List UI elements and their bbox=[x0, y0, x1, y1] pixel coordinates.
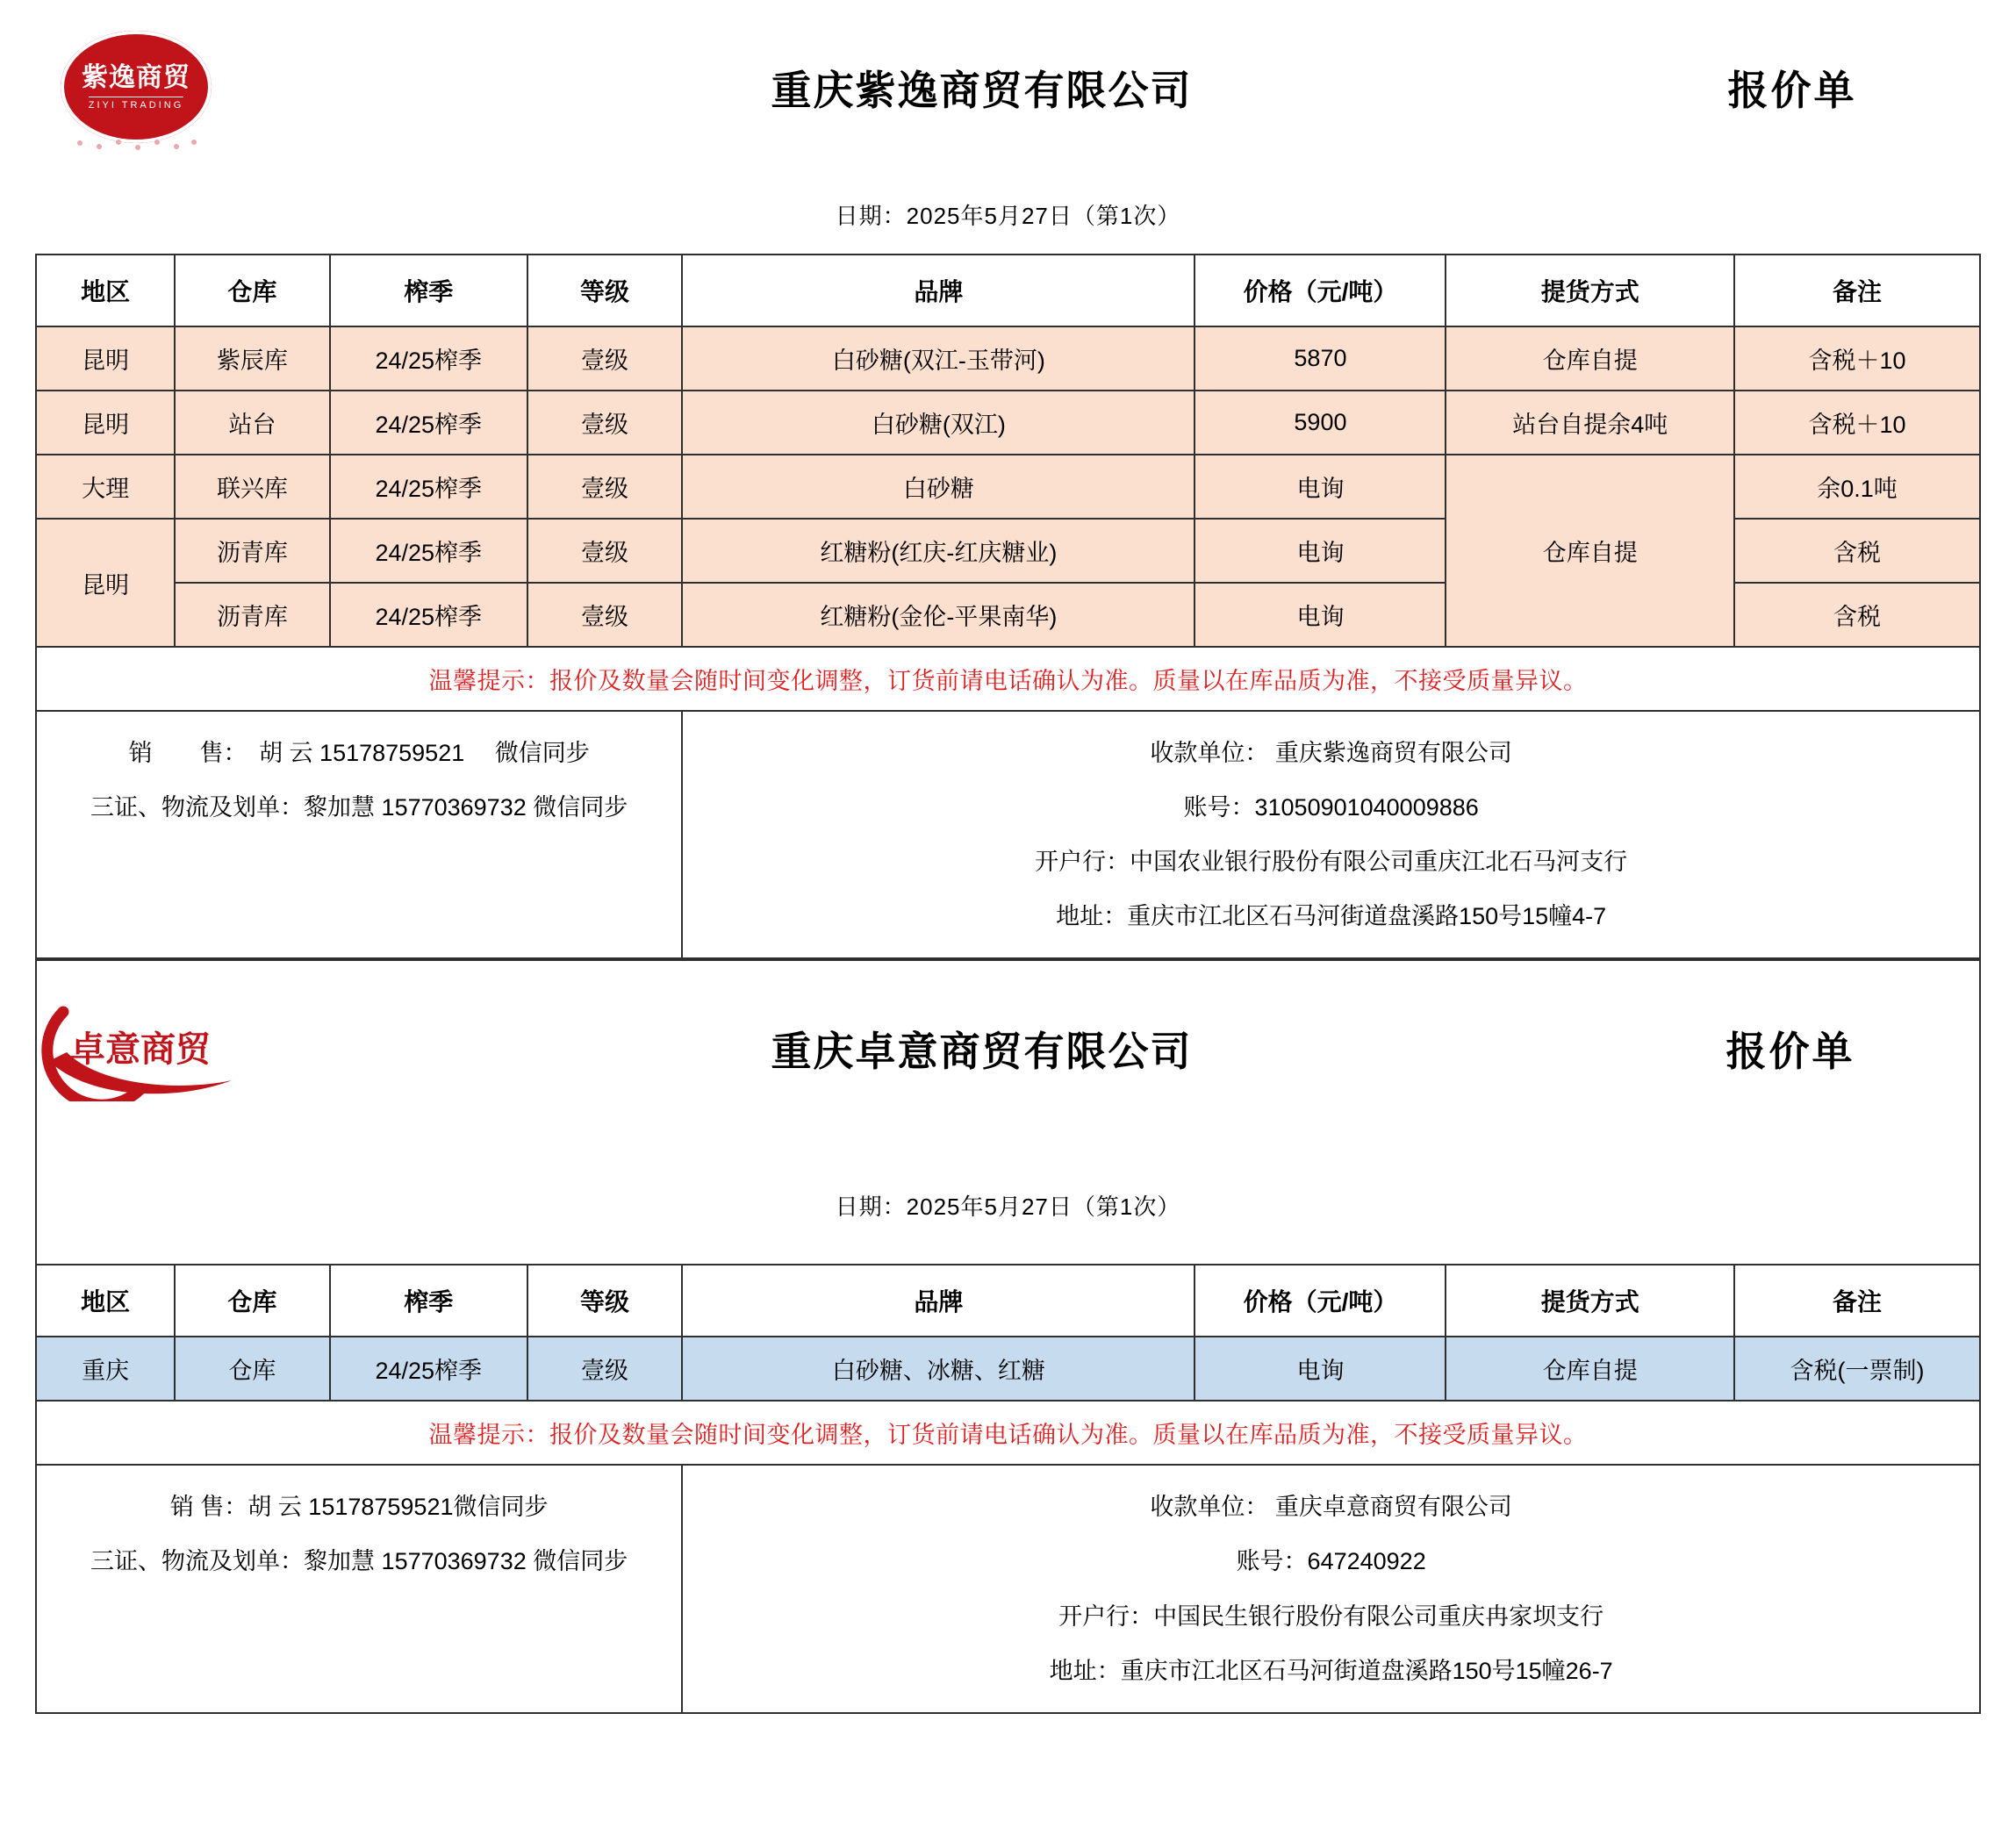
cell-price: 电询 bbox=[1195, 519, 1446, 583]
company1-header bbox=[35, 0, 1981, 176]
cell-region: 昆明 bbox=[36, 391, 175, 455]
bank-branch: 开户行：中国农业银行股份有限公司重庆江北石马河支行 bbox=[1035, 849, 1628, 876]
notice-row bbox=[36, 1401, 1980, 1465]
table-row bbox=[36, 1337, 1980, 1401]
cell-season: 24/25榨季 bbox=[330, 455, 527, 519]
cell-delivery: 仓库自提 bbox=[1446, 1337, 1734, 1401]
company2-contact-block bbox=[36, 1465, 682, 1712]
bank-branch: 开户行：中国民生银行股份有限公司重庆冉家坝支行 bbox=[1058, 1602, 1604, 1630]
cell-warehouse: 站台 bbox=[175, 391, 329, 455]
col-grade: 等级 bbox=[527, 1265, 682, 1337]
company1-bank-block bbox=[682, 711, 1980, 958]
cell-price: 5900 bbox=[1195, 391, 1446, 455]
bank-account: 账号：647240922 bbox=[1236, 1548, 1426, 1575]
table-row bbox=[36, 455, 1980, 519]
cell-price: 5870 bbox=[1195, 326, 1446, 391]
cell-season: 24/25榨季 bbox=[330, 1337, 527, 1401]
cell-warehouse: 紫辰库 bbox=[175, 326, 329, 391]
company2-title: 重庆卓意商贸有限公司 bbox=[771, 1029, 1193, 1075]
ziyi-logo bbox=[35, 31, 237, 145]
cell-season: 24/25榨季 bbox=[330, 391, 527, 455]
notice-text: 温馨提示：报价及数量会随时间变化调整，订货前请电话确认为准。质量以在库品质为准，不接受质量异议。 bbox=[36, 1401, 1980, 1465]
cell-season: 24/25榨季 bbox=[330, 583, 527, 647]
cell-warehouse: 仓库 bbox=[175, 1337, 329, 1401]
payee-name: 收款单位： 重庆卓意商贸有限公司 bbox=[1150, 1494, 1512, 1521]
contact-bank-row bbox=[36, 711, 1980, 958]
cell-grade: 壹级 bbox=[527, 519, 682, 583]
col-price: 价格（元/吨） bbox=[1195, 255, 1446, 326]
ziyi-logo-sub-text: ZIYI TRADING bbox=[89, 97, 184, 111]
company1-quote-table bbox=[35, 254, 1981, 959]
logistics-contact: 三证、物流及划单：黎加慧 15770369732 微信同步 bbox=[90, 1548, 628, 1575]
cell-grade: 壹级 bbox=[527, 455, 682, 519]
cell-grade: 壹级 bbox=[527, 583, 682, 647]
cell-region-merged: 昆明 bbox=[36, 519, 175, 647]
cell-delivery: 仓库自提 bbox=[1446, 326, 1734, 391]
col-brand: 品牌 bbox=[682, 255, 1195, 326]
company1-contact-block bbox=[36, 711, 682, 958]
col-delivery: 提货方式 bbox=[1446, 255, 1734, 326]
col-region: 地区 bbox=[36, 1265, 175, 1337]
cell-brand: 红糖粉(红庆-红庆糖业) bbox=[682, 519, 1195, 583]
sales-contact: 销 售：胡 云 15178759521微信同步 bbox=[169, 1494, 549, 1521]
company-address: 地址：重庆市江北区石马河街道盘溪路150号15幢4-7 bbox=[1056, 903, 1607, 930]
cell-brand: 白砂糖、冰糖、红糖 bbox=[682, 1337, 1195, 1401]
cell-brand: 白砂糖(双江-玉带河) bbox=[682, 326, 1195, 391]
zhuoyi-swoosh-icon bbox=[37, 996, 239, 1101]
svg-text:卓意商贸: 卓意商贸 bbox=[70, 1030, 211, 1070]
table-header-row bbox=[36, 1265, 1980, 1337]
company1-title: 重庆紫逸商贸有限公司 bbox=[771, 68, 1193, 113]
col-warehouse: 仓库 bbox=[175, 1265, 329, 1337]
col-season: 榨季 bbox=[330, 1265, 527, 1337]
cell-delivery: 站台自提余4吨 bbox=[1446, 391, 1734, 455]
cell-remark: 含税 bbox=[1734, 583, 1980, 647]
table-row bbox=[36, 326, 1980, 391]
logistics-contact: 三证、物流及划单：黎加慧 15770369732 微信同步 bbox=[90, 794, 628, 821]
cell-region: 昆明 bbox=[36, 326, 175, 391]
col-grade: 等级 bbox=[527, 255, 682, 326]
col-price: 价格（元/吨） bbox=[1195, 1265, 1446, 1337]
company2-quote-table bbox=[35, 1264, 1981, 1713]
table-row bbox=[36, 391, 1980, 455]
cell-region: 重庆 bbox=[36, 1337, 175, 1401]
cell-brand: 红糖粉(金伦-平果南华) bbox=[682, 583, 1195, 647]
cell-warehouse: 联兴库 bbox=[175, 455, 329, 519]
seal-dots-decoration bbox=[73, 138, 201, 155]
cell-grade: 壹级 bbox=[527, 1337, 682, 1401]
cell-remark: 含税(一票制) bbox=[1734, 1337, 1980, 1401]
company1-doc-type: 报价单 bbox=[1727, 68, 1857, 113]
zhuoyi-logo bbox=[37, 996, 239, 1101]
notice-row bbox=[36, 647, 1980, 711]
cell-warehouse: 沥青库 bbox=[175, 519, 329, 583]
col-delivery: 提货方式 bbox=[1446, 1265, 1734, 1337]
cell-region: 大理 bbox=[36, 455, 175, 519]
table-header-row bbox=[36, 255, 1980, 326]
cell-warehouse: 沥青库 bbox=[175, 583, 329, 647]
cell-price: 电询 bbox=[1195, 1337, 1446, 1401]
cell-delivery-merged: 仓库自提 bbox=[1446, 455, 1734, 647]
sales-contact: 销 售： 胡 云 15178759521 微信同步 bbox=[128, 740, 590, 766]
notice-text: 温馨提示：报价及数量会随时间变化调整，订货前请电话确认为准。质量以在库品质为准，不接受质量异议。 bbox=[36, 647, 1980, 711]
company1-date: 日期：2025年5月27日（第1次） bbox=[835, 203, 1181, 229]
ziyi-seal-icon bbox=[61, 31, 212, 145]
bank-account: 账号：31050901040009886 bbox=[1183, 794, 1479, 821]
cell-remark: 余0.1吨 bbox=[1734, 455, 1980, 519]
col-region: 地区 bbox=[36, 255, 175, 326]
cell-remark: 含税＋10 bbox=[1734, 391, 1980, 455]
cell-season: 24/25榨季 bbox=[330, 326, 527, 391]
company2-bank-block bbox=[682, 1465, 1980, 1712]
cell-grade: 壹级 bbox=[527, 391, 682, 455]
col-warehouse: 仓库 bbox=[175, 255, 329, 326]
cell-remark: 含税＋10 bbox=[1734, 326, 1980, 391]
cell-brand: 白砂糖(双江) bbox=[682, 391, 1195, 455]
company2-date: 日期：2025年5月27日（第1次） bbox=[835, 1194, 1181, 1221]
cell-season: 24/25榨季 bbox=[330, 519, 527, 583]
cell-brand: 白砂糖 bbox=[682, 455, 1195, 519]
company2-header bbox=[35, 959, 1981, 1136]
ziyi-logo-main-text: 紫逸商贸 bbox=[82, 63, 190, 92]
col-remark: 备注 bbox=[1734, 255, 1980, 326]
company2-doc-type: 报价单 bbox=[1725, 1029, 1855, 1075]
col-brand: 品牌 bbox=[682, 1265, 1195, 1337]
cell-price: 电询 bbox=[1195, 455, 1446, 519]
cell-grade: 壹级 bbox=[527, 326, 682, 391]
cell-remark: 含税 bbox=[1734, 519, 1980, 583]
col-season: 榨季 bbox=[330, 255, 527, 326]
contact-bank-row bbox=[36, 1465, 1980, 1712]
col-remark: 备注 bbox=[1734, 1265, 1980, 1337]
payee-name: 收款单位： 重庆紫逸商贸有限公司 bbox=[1150, 740, 1512, 766]
company-address: 地址：重庆市江北区石马河街道盘溪路150号15幢26-7 bbox=[1049, 1657, 1613, 1684]
cell-price: 电询 bbox=[1195, 583, 1446, 647]
